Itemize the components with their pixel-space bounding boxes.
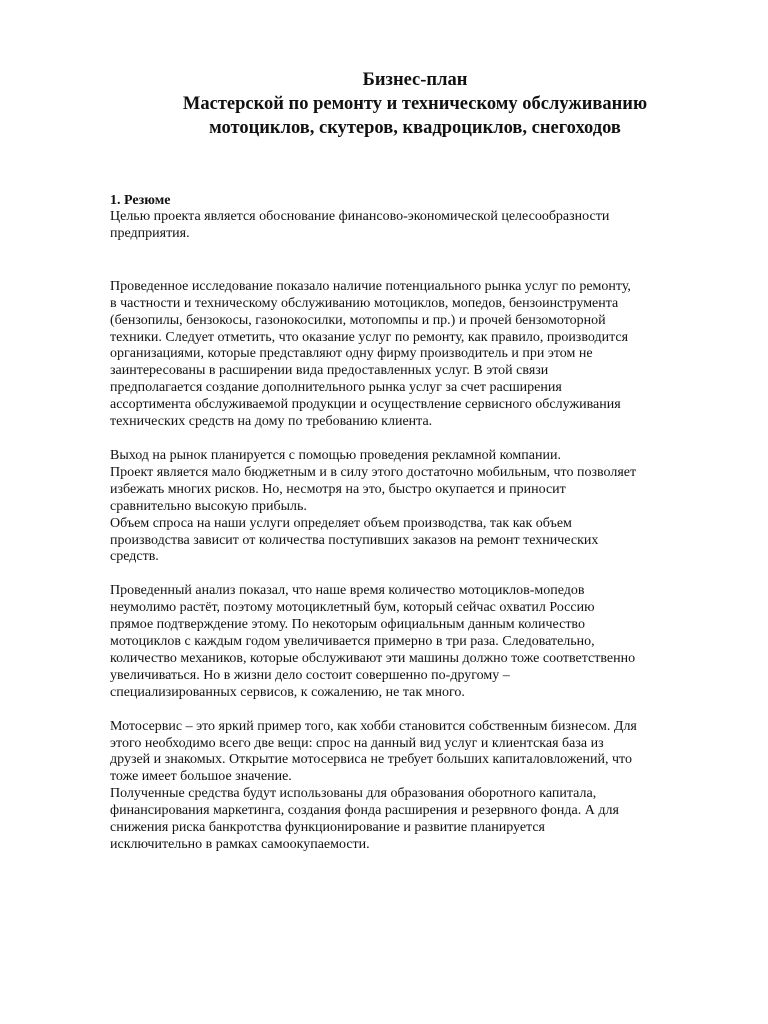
text-line: производства зависит от количества поступивших заказов на ремонт технических bbox=[110, 532, 599, 548]
text-line: Проект является мало бюджетным и в силу этого достаточно мобильным, что позволяет bbox=[110, 464, 637, 480]
text-line: количество механиков, которые обслуживают эти машины должно тоже соответственно bbox=[110, 650, 636, 666]
title-line-3: мотоциклов, скутеров, квадроциклов, снегоходов bbox=[209, 118, 621, 138]
text-line: предприятия. bbox=[110, 225, 190, 241]
paragraph-analysis bbox=[110, 583, 700, 701]
text-line: исключительно в рамках самоокупаемости. bbox=[110, 837, 370, 852]
paragraph-research bbox=[110, 279, 700, 431]
text-line: снижения риска банкротства функционирование и развитие планируется bbox=[110, 820, 545, 836]
document-page bbox=[110, 68, 700, 854]
text-line: друзей и знакомых. Открытие мотосервиса не требует больших капиталовложений, что bbox=[110, 752, 632, 768]
text-line: (бензопилы, бензокосы, газонокосилки, мотопомпы и пр.) и прочей бензомоторной bbox=[110, 312, 606, 328]
text-line: Объем спроса на наши услуги определяет объем производства, так как объем bbox=[110, 515, 572, 531]
text-line: Полученные средства будут использованы для образования оборотного капитала, bbox=[110, 786, 597, 802]
text-line: этого необходимо всего две вещи: спрос на данный вид услуг и клиентская база из bbox=[110, 735, 604, 751]
title-line-2: Мастерской по ремонту и техническому обслуживанию bbox=[182, 94, 648, 114]
text-line: Проведенное исследование показало наличие потенциального рынка услуг по ремонту, bbox=[110, 278, 631, 294]
text-line: увеличиваться. Но в жизни дело состоит совершенно по-другому – bbox=[110, 667, 510, 683]
text-line: тоже имеет большое значение. bbox=[110, 769, 292, 785]
text-line: организациями, которые представляют одну фирму производитель и при этом не bbox=[110, 346, 593, 362]
text-line: заинтересованы в расширении вида предоставленных услуг. В этой связи bbox=[110, 363, 549, 379]
text-line: Целью проекта является обоснование финансово-экономической целесообразности bbox=[110, 209, 610, 224]
paragraph-market-entry bbox=[110, 448, 700, 566]
text-line: сравнительно высокую прибыль. bbox=[110, 498, 307, 514]
text-line: Выход на рынок планируется с помощью проведения рекламной компании. bbox=[110, 447, 561, 463]
text-line: избежать многих рисков. Но, несмотря на это, быстро окупается и приносит bbox=[110, 481, 566, 497]
text-line: средств. bbox=[110, 549, 159, 565]
text-line: предполагается создание дополнительного рынка услуг за счет расширения bbox=[110, 380, 562, 396]
paragraph-motoservice bbox=[110, 719, 700, 854]
title-line-1: Бизнес-план bbox=[362, 70, 468, 90]
paragraph-goal bbox=[110, 209, 700, 243]
text-line: технических средств на дому по требованию клиента. bbox=[110, 414, 433, 430]
text-line: неумолимо растёт, поэтому мотоциклетный бум, который сейчас охватил Россию bbox=[110, 600, 595, 616]
section-heading-summary: 1. Резюме bbox=[110, 193, 171, 208]
text-line: прямое подтверждение этому. По некоторым официальным данным количество bbox=[110, 617, 585, 633]
text-line: специализированных сервисов, к сожалению, не так много. bbox=[110, 684, 465, 700]
text-line: в частности и техническому обслуживанию мотоциклов, мопедов, бензоинструмента bbox=[110, 295, 619, 311]
document-title bbox=[100, 68, 730, 140]
text-line: Проведенный анализ показал, что наше время количество мотоциклов-мопедов bbox=[110, 583, 585, 599]
text-line: Мотосервис – это яркий пример того, как хобби становится собственным бизнесом. Для bbox=[110, 718, 637, 734]
text-line: техники. Следует отметить, что оказание услуг по ремонту, как правило, производится bbox=[110, 329, 629, 345]
text-line: ассортимента обслуживаемой продукции и осуществление сервисного обслуживания bbox=[110, 397, 621, 413]
text-line: мотоциклов с каждым годом увеличивается примерно в три раза. Следовательно, bbox=[110, 634, 595, 650]
text-line: финансирования маркетинга, создания фонда расширения и резервного фонда. А для bbox=[110, 803, 619, 819]
